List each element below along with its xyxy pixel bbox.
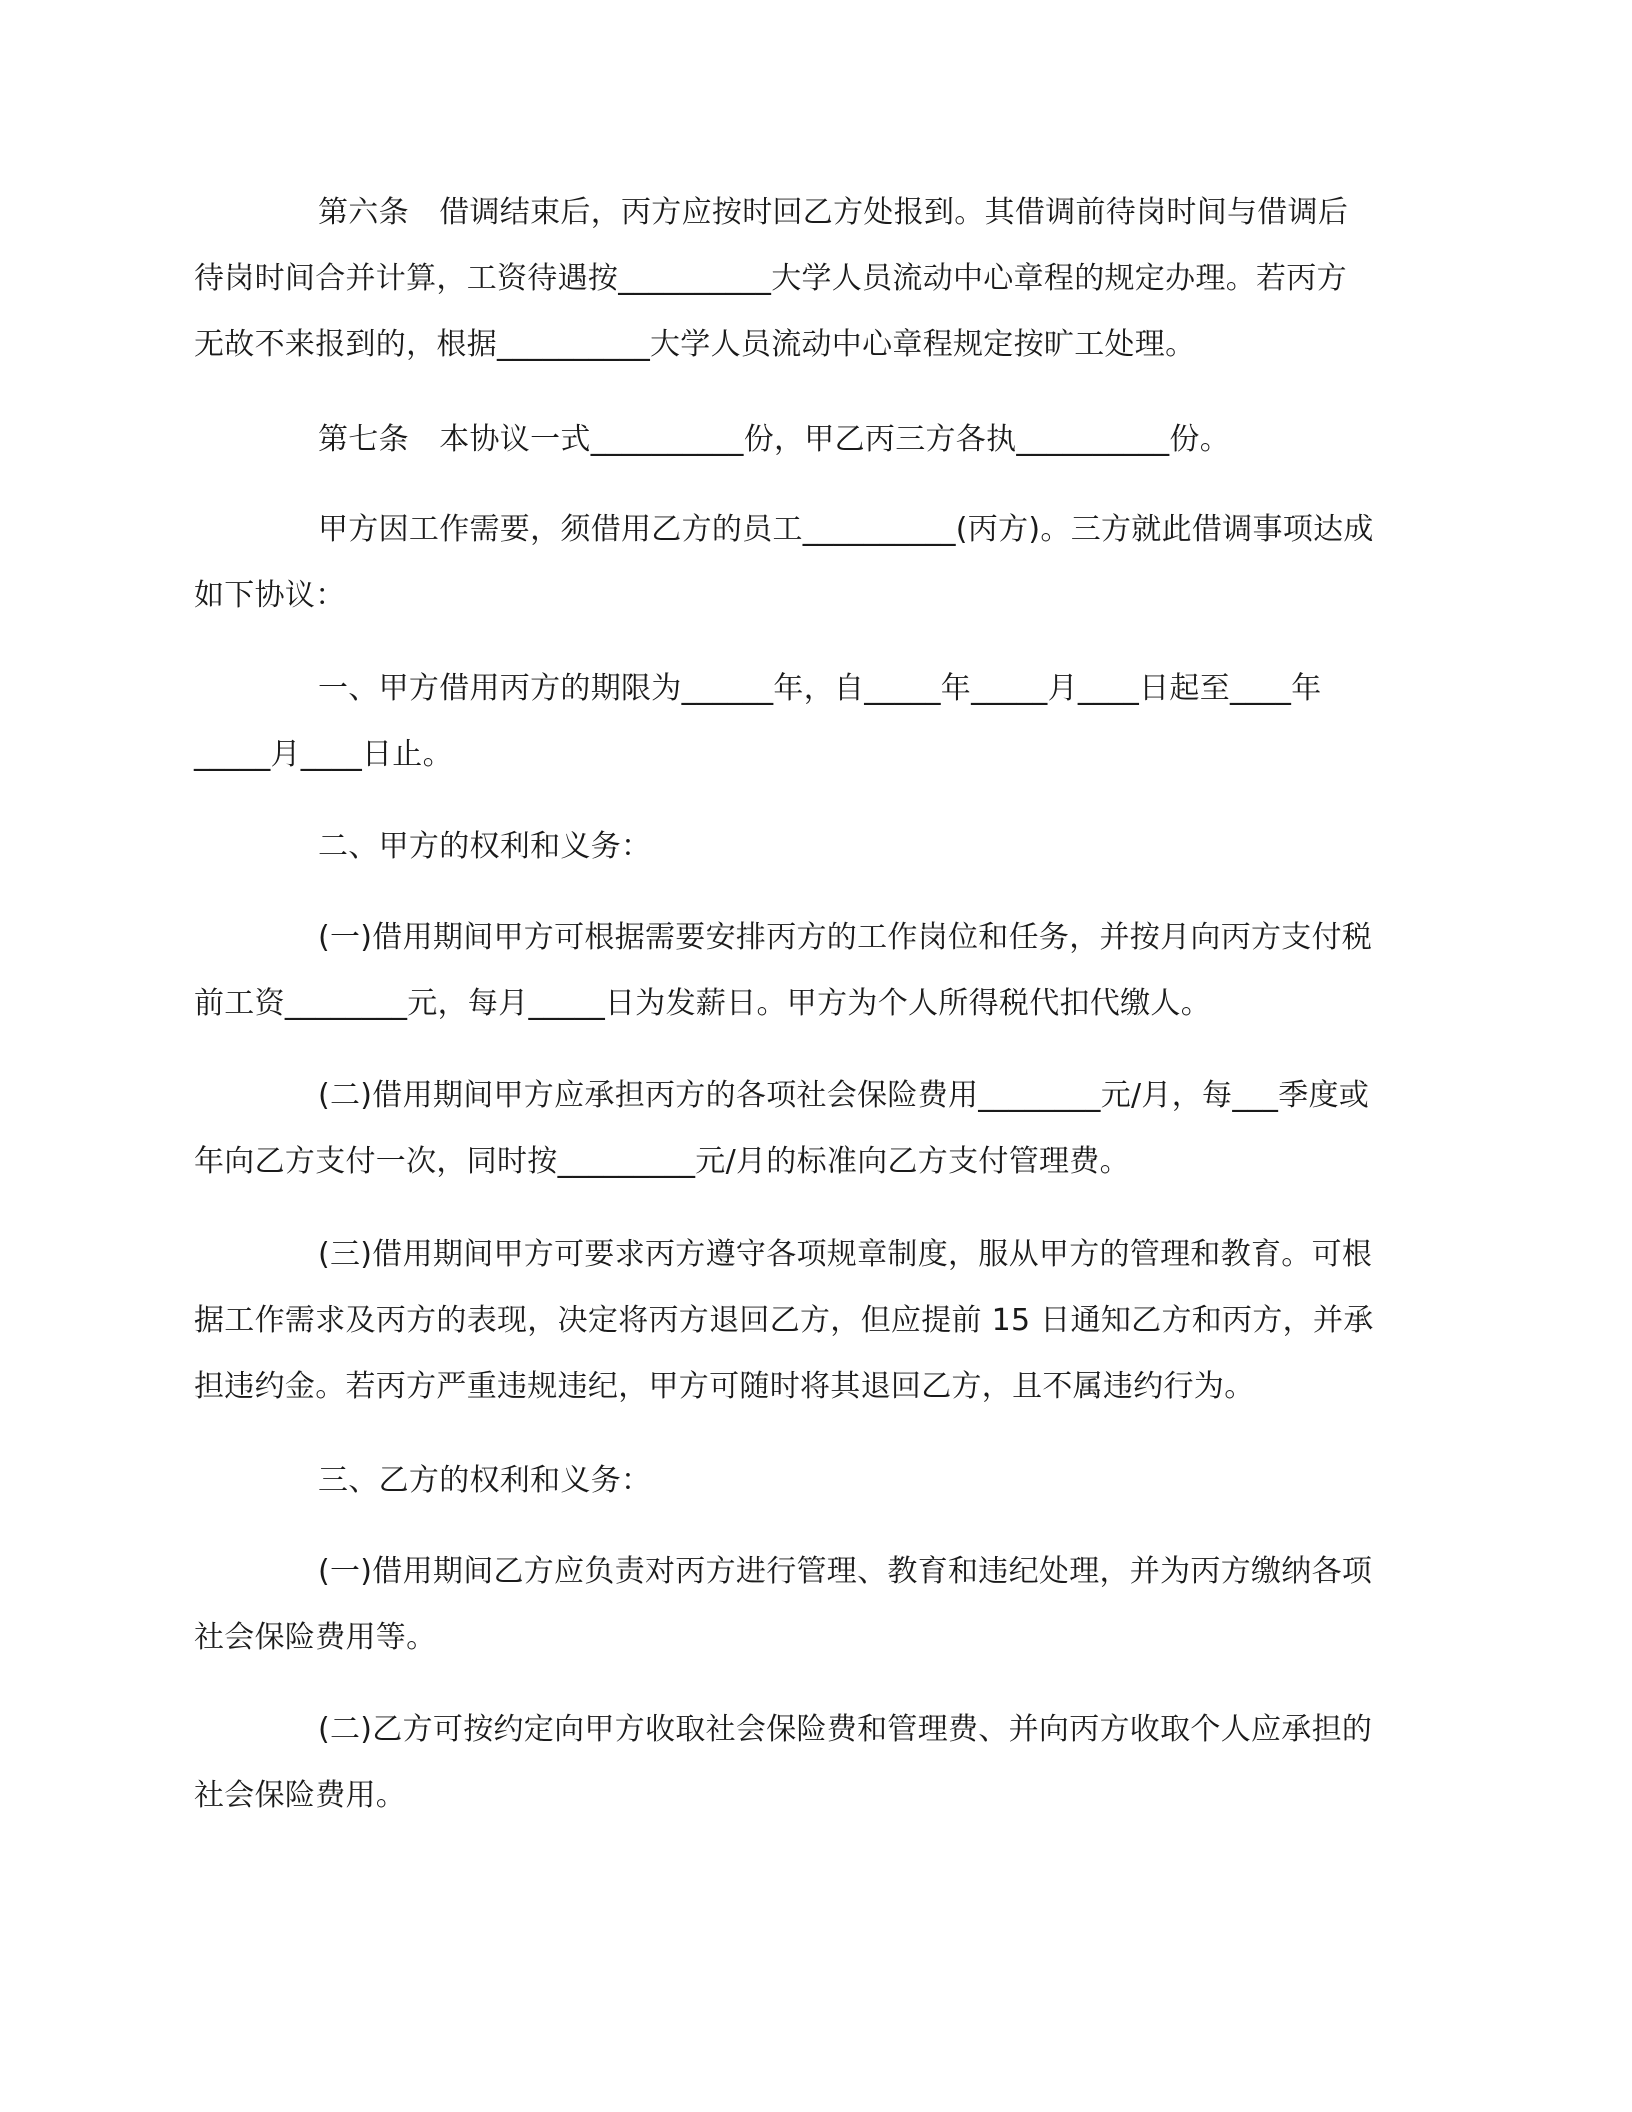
clause-3-2-paragraph <box>194 1697 1438 1829</box>
clause-3-1-paragraph <box>194 1539 1438 1671</box>
text-line: 担违约金。若丙方严重违规违纪，甲方可随时将其退回乙方，且不属违约行为。 <box>194 1369 1255 1404</box>
text-line: (三)借用期间甲方可要求丙方遵守各项规章制度，服从甲方的管理和教育。可根 <box>318 1237 1373 1272</box>
text-line: 据工作需求及丙方的表现，决定将丙方退回乙方，但应提前 15 日通知乙方和丙方，并承 <box>194 1303 1374 1338</box>
text-line: 社会保险费用。 <box>194 1778 407 1813</box>
text-line: (一)借用期间乙方应负责对丙方进行管理、教育和违纪处理，并为丙方缴纳各项 <box>318 1554 1373 1589</box>
article-6-paragraph <box>194 180 1438 378</box>
clause-2-heading <box>194 814 1438 880</box>
text-line: 待岗时间合并计算，工资待遇按__________大学人员流动中心章程的规定办理。若丙方 <box>194 261 1347 296</box>
text-line: 年向乙方支付一次，同时按_________元/月的标准向乙方支付管理费。 <box>194 1144 1130 1179</box>
clause-2-3-paragraph <box>194 1222 1438 1420</box>
text-line: 甲方因工作需要，须借用乙方的员工__________(丙方)。三方就此借调事项达成 <box>318 512 1374 547</box>
text-line: 第七条 本协议一式__________份，甲乙丙三方各执__________份。 <box>318 422 1230 457</box>
preamble-paragraph <box>194 497 1438 629</box>
section-heading: 二、甲方的权利和义务： <box>318 829 652 864</box>
clause-2-2-paragraph <box>194 1063 1438 1195</box>
text-line: 第六条 借调结束后，丙方应按时回乙方处报到。其借调前待岗时间与借调后 <box>318 195 1349 230</box>
section-heading: 三、乙方的权利和义务： <box>318 1463 652 1498</box>
clause-3-heading <box>194 1448 1438 1514</box>
text-line: 一、甲方借用丙方的期限为______年，自_____年_____月____日起至____年 <box>318 671 1322 706</box>
text-line: (二)乙方可按约定向甲方收取社会保险费和管理费、并向丙方收取个人应承担的 <box>318 1712 1373 1747</box>
text-line: 前工资________元，每月_____日为发薪日。甲方为个人所得税代扣代缴人。 <box>194 986 1211 1021</box>
text-line: 如下协议： <box>194 578 346 613</box>
article-7-paragraph <box>194 407 1438 473</box>
text-line: _____月____日止。 <box>194 737 453 772</box>
text-line: 社会保险费用等。 <box>194 1620 437 1655</box>
clause-1-paragraph <box>194 656 1438 788</box>
text-line: (一)借用期间甲方可根据需要安排丙方的工作岗位和任务，并按月向丙方支付税 <box>318 920 1373 955</box>
text-line: (二)借用期间甲方应承担丙方的各项社会保险费用________元/月，每___季度或 <box>318 1078 1370 1113</box>
text-line: 无故不来报到的，根据__________大学人员流动中心章程规定按旷工处理。 <box>194 327 1196 362</box>
clause-2-1-paragraph <box>194 905 1438 1037</box>
